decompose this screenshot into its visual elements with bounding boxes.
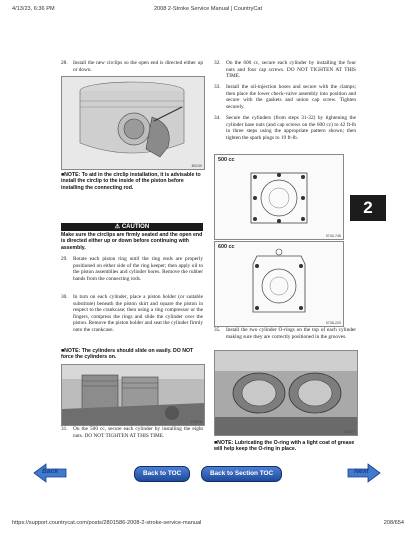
step-number: 30. (61, 294, 68, 300)
page-url: https://support.countrycat.com/posts/2801586-2008-2-stroke-service-manual (12, 520, 202, 526)
step-text: In turn on each cylinder, place a piston holder (or suitable substitute) beneath the piston skirt and square the piston in respect to the crankcase; then using a ring compressor or the fingers, compress the rings and slide the cylinder over the piston. Remove the piston holder and seat the cylinder firmly onto the crankcase. (73, 294, 203, 333)
figure-cylinder-assembly (61, 364, 205, 426)
step-text: Install the two cylinder O-rings on the top of each cylinder making sure they are correctly positioned in the grooves. (226, 327, 356, 340)
figure-code: 0740-746 (325, 234, 341, 238)
print-datetime: 4/13/23, 6:36 PM (12, 6, 55, 12)
step-text: Rotate each piston ring until the ring ends are properly positioned on either side of the ring keeper; then apply oil to the piston assemblies and cylinder bores. Remove the rubber bands from the connecting rods. (73, 256, 203, 282)
back-label: Back (42, 468, 59, 475)
caution-text: Make sure the circlips are firmly seated and the open end is directed either up or down before continuing with assembly. (61, 232, 203, 251)
figure-orings (214, 350, 358, 436)
cylinder-600cc-diagram (215, 242, 343, 326)
figure-code: 0738-220 (325, 321, 341, 325)
figure-piston-circlip (61, 76, 205, 170)
caution-header: ⚠ CAUTION (61, 223, 203, 231)
step-28 (61, 60, 203, 73)
step-34 (214, 115, 356, 141)
step-number: 28. (61, 60, 68, 66)
step-text: Secure the cylinders (from steps 31-32) by tightening the cylinder base nuts (and cap screws on the 600 cc) to 42 ft-lb in three steps using the appropriate pattern shown; then tighten the spark plugs to 19 ft-lb. (226, 115, 356, 141)
step-number: 34. (214, 115, 221, 121)
step-32 (214, 60, 356, 80)
step-text: Install the new circlips so the open end is directed either up or down. (73, 60, 203, 73)
step-number: 31. (61, 426, 68, 432)
page-title: 2008 2-Stroke Service Manual | CountryCat (153, 6, 263, 12)
cylinder-orings-photo (215, 351, 357, 435)
note-oring: ■NOTE: Lubricating the O-ring with a light coat of grease will help keep the O-ring in place. (214, 440, 355, 453)
step-33 (214, 84, 356, 110)
next-button[interactable] (346, 462, 382, 484)
step-text: On the 600 cc, secure each cylinder by installing the four nuts and four cap screws. DO NOT TIGHTEN AT THIS TIME. (226, 60, 356, 80)
cylinder-assembly-photo (62, 365, 204, 425)
figure-label: 500 cc (218, 157, 235, 163)
cylinder-500cc-diagram (215, 155, 343, 239)
figure-500cc-pattern (214, 154, 344, 240)
figure-code: FC077 (344, 430, 355, 434)
step-31 (61, 426, 203, 439)
step-number: 33. (214, 84, 221, 90)
piston-circlip-illustration (62, 77, 204, 169)
step-35 (214, 327, 356, 340)
step-text: Install the oil-injection hoses and secure with the clamps; then place the lower check-valve assembly into position and secure with the gaskets and union cap screw. Tighten securely. (226, 84, 356, 110)
page-count: 208/654 (383, 520, 404, 526)
step-29 (61, 256, 203, 282)
step-text: On the 500 cc, secure each cylinder by installing the eight nuts. DO NOT TIGHTEN AT THIS TIME. (73, 426, 203, 439)
next-label: Next (354, 468, 369, 475)
figure-code: B0240 (191, 164, 202, 168)
note-cylinders: ■NOTE: The cylinders should slide on easily. DO NOT force the cylinders on. (61, 348, 194, 361)
back-button[interactable] (32, 462, 68, 484)
step-number: 29. (61, 256, 68, 262)
step-30 (61, 294, 203, 334)
figure-600cc-pattern (214, 241, 344, 327)
figure-code: FC076 (191, 420, 202, 424)
figure-label: 600 cc (218, 244, 235, 250)
step-number: 35. (214, 327, 221, 333)
back-to-section-toc-button[interactable]: Back to Section TOC (201, 466, 282, 482)
step-number: 32. (214, 60, 221, 66)
back-to-toc-button[interactable]: Back to TOC (134, 466, 190, 482)
note-circlip: ■NOTE: To aid in the circlip installation, it is advisable to install the circlip to the inside of the piston before installing the connecting rod. (61, 172, 201, 191)
section-tab: 2 (350, 195, 386, 221)
